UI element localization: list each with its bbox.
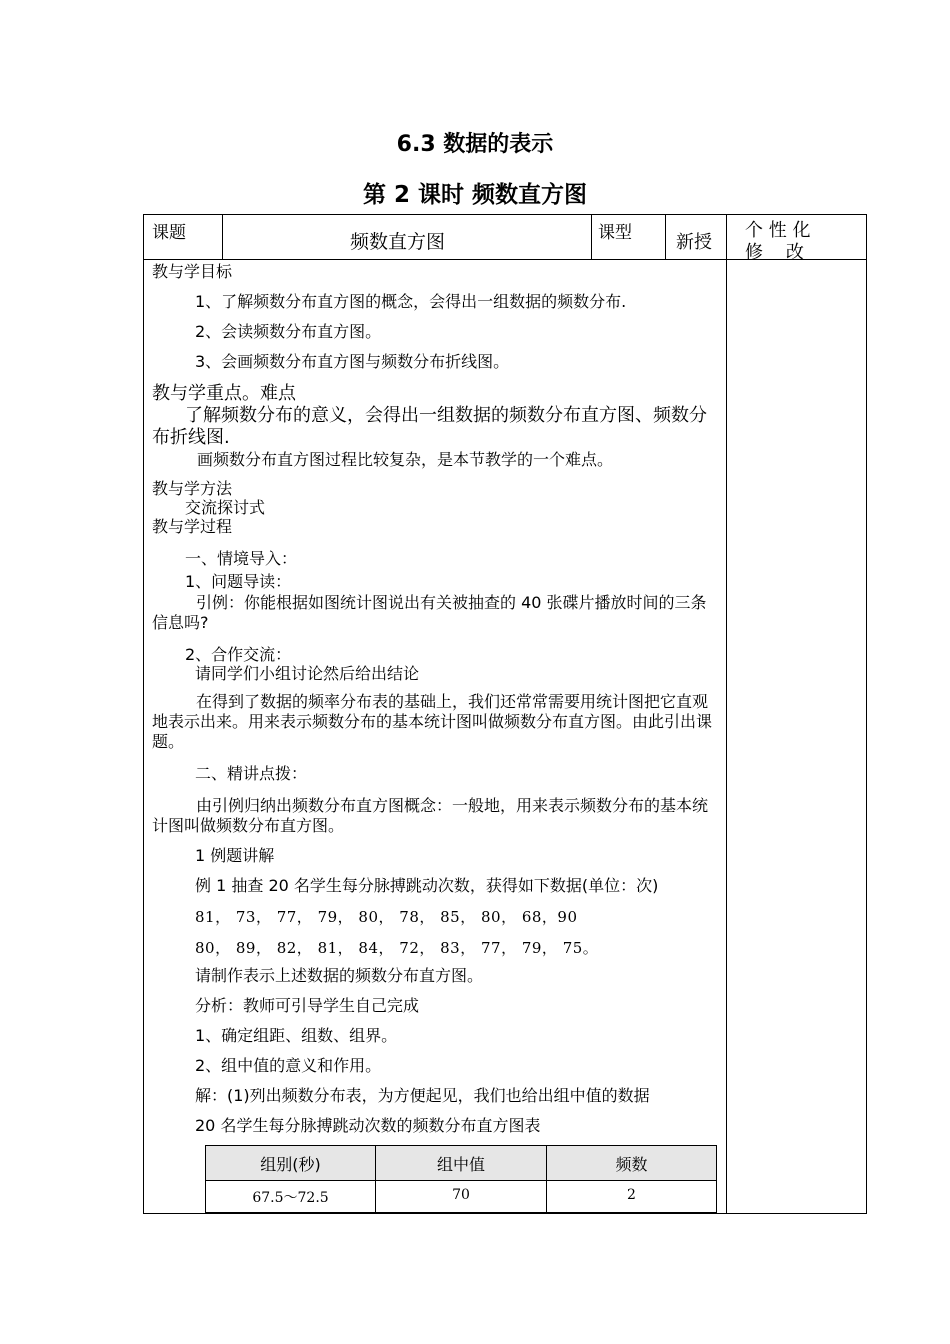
keypoints-heading: 教与学重点。难点 — [152, 383, 296, 404]
section-heading: 二、精讲点拨： — [195, 764, 308, 783]
topic-value: 频数直方图 — [350, 231, 446, 253]
analysis-text: 分析：教师可引导学生自己完成 — [195, 996, 420, 1015]
method-value: 交流探讨式 — [185, 498, 266, 517]
type-label: 课型 — [598, 223, 632, 243]
discussion-prompt: 请同学们小组讨论然后给出结论 — [195, 664, 420, 683]
solution-text: 解：(1)列出频数分布表，为方便起见，我们也给出组中值的数据 — [195, 1086, 650, 1105]
frequency-table — [205, 1145, 717, 1213]
header-cell: 组别(秒) — [260, 1155, 321, 1174]
table-cell: 70 — [452, 1187, 470, 1203]
header-cell: 组中值 — [436, 1155, 485, 1174]
sub-heading: 2、合作交流： — [185, 645, 292, 664]
explanation: 在得到了数据的频率分布表的基础上，我们还常常需要用统计图把它直观地表示出来。用来表示频数分布的基本统计图叫做频数分布直方图。由此引出课题。 — [152, 692, 713, 751]
step-item: 2、组中值的意义和作用。 — [195, 1056, 382, 1075]
revise-label-line2: 修 改 — [745, 242, 804, 263]
header-cell: 频数 — [615, 1155, 648, 1174]
keypoint-text: 了解频数分布的意义，会得出一组数据的频数分布直方图、频数分布折线图. — [152, 405, 707, 448]
task-text: 请制作表示上述数据的频数分布直方图。 — [195, 966, 484, 985]
data-row: 81， 73， 77， 79， 80， 78， 85， 80， 68，90 — [195, 908, 578, 926]
concept-definition: 由引例归纳出频数分布直方图概念：一般地，用来表示频数分布的基本统计图叫做频数分布直方图。 — [152, 796, 709, 835]
revise-label-line1: 个 性 化 — [745, 220, 811, 241]
table-caption: 20 名学生每分脉搏跳动次数的频数分布直方图表 — [195, 1116, 541, 1135]
table-cell: 67.5～72.5 — [252, 1190, 329, 1206]
keypoint-difficulty: 画频数分布直方图过程比较复杂，是本节教学的一个难点。 — [197, 450, 614, 469]
header-col-divider — [665, 214, 666, 260]
page-title: 6.3 数据的表示 — [396, 132, 554, 157]
page-subtitle: 第 2 课时 频数直方图 — [362, 182, 588, 208]
header-col-divider — [591, 214, 592, 260]
section-heading: 一、情境导入： — [185, 549, 298, 568]
example-heading: 1 例题讲解 — [195, 846, 275, 865]
type-value: 新授 — [676, 232, 712, 253]
goal-item: 1、了解频数分布直方图的概念，会得出一组数据的频数分布. — [195, 292, 627, 311]
goal-item: 3、会画频数分布直方图与频数分布折线图。 — [195, 352, 510, 371]
revise-column-divider — [726, 214, 727, 1214]
goals-heading: 教与学目标 — [152, 262, 233, 281]
goal-item: 2、会读频数分布直方图。 — [195, 322, 382, 341]
topic-label: 课题 — [152, 223, 186, 243]
process-heading: 教与学过程 — [152, 517, 233, 536]
intro-example: 引例：你能根据如图统计图说出有关被抽查的 40 张碟片播放时间的三条信息吗? — [152, 593, 707, 632]
method-heading: 教与学方法 — [152, 479, 233, 498]
step-item: 1、确定组距、组数、组界。 — [195, 1026, 398, 1045]
example-statement: 例 1 抽查 20 名学生每分脉搏跳动次数，获得如下数据(单位：次) — [195, 876, 659, 895]
table-cell: 2 — [627, 1187, 636, 1203]
sub-heading: 1、问题导读： — [185, 572, 292, 591]
header-col-divider — [222, 214, 223, 260]
data-row: 80， 89， 82， 81， 84， 72， 83， 77， 79， 75。 — [195, 939, 599, 957]
